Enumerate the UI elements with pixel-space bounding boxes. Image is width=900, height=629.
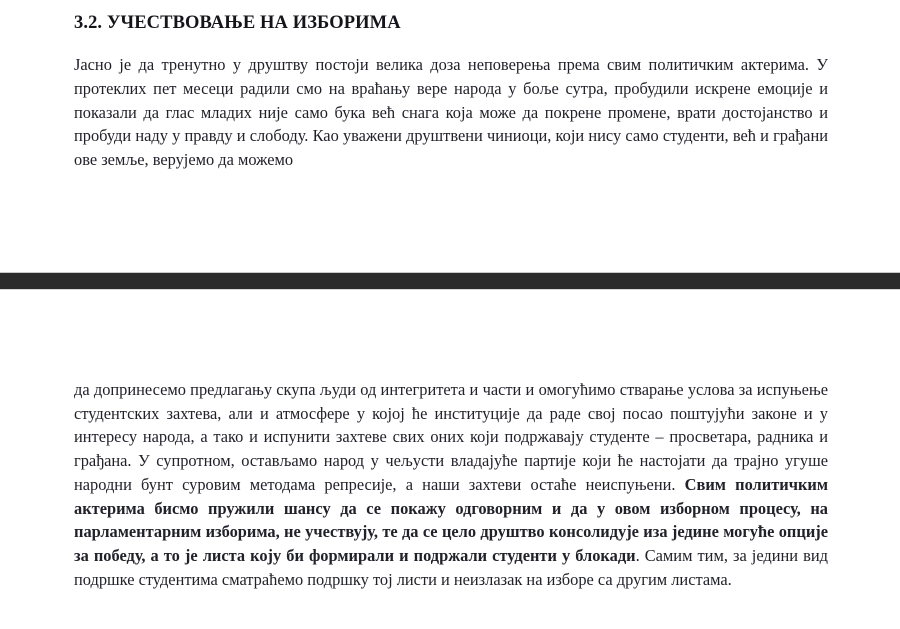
document-page-bottom (0, 290, 900, 629)
document-page-top (0, 0, 900, 272)
paragraph-continuation (74, 290, 828, 591)
paragraph-text-emphasis: Свим политичким актерима бисмо пружили шансу да се покажу одговорним и да у овом изборном процесу, на парламентарним изборима, не учествују, те да се цело друштво консолидује иза једине могуће опције за победу, а то је листа коју би формирали и подржали студенти у блокади (74, 474, 828, 565)
page-title: 3.2. УЧЕСТВОВАЊЕ НА ИЗБОРИМА (74, 13, 401, 33)
paragraph-text-tail: . Самим тим, за једини вид подршке студентима сматраћемо подршку тој листи и неизлазак на изборе са другим листама. (74, 545, 828, 589)
page-break-divider (0, 272, 900, 290)
paragraph-intro: Јасно је да тренутно у друштву постоји велика доза неповерења према свим политичким актерима. У протеклих пет месеци радили смо на враћању вере народа у боље сутра, пробудили искрене емоције и показали да глас младих није само бука већ снага која може да покрене промене, врати достојанство и пробуди наду у правду и слободу. Као уважени друштвени чиниоци, који нису само студенти, већ и грађани ове земље, верујемо да можемо (74, 55, 828, 169)
paragraph-text-lead: да допринесемо предлагању скупа људи од интегритета и части и омогућимо стварање услова за испуњење студентских захтева, али и атмосфере у којој ће институције да раде свој посао поштујући законе и у интересу народа, а тако и испунити захтеве свих оних који подржавају студенте – просветара, радника и грађана. У супротном, остављамо народ у чељусти владајуће партије који ће настојати да трајно угуше народни бунт суровим методама репресије, а наши захтеви остаће неиспуњени. (74, 380, 828, 494)
